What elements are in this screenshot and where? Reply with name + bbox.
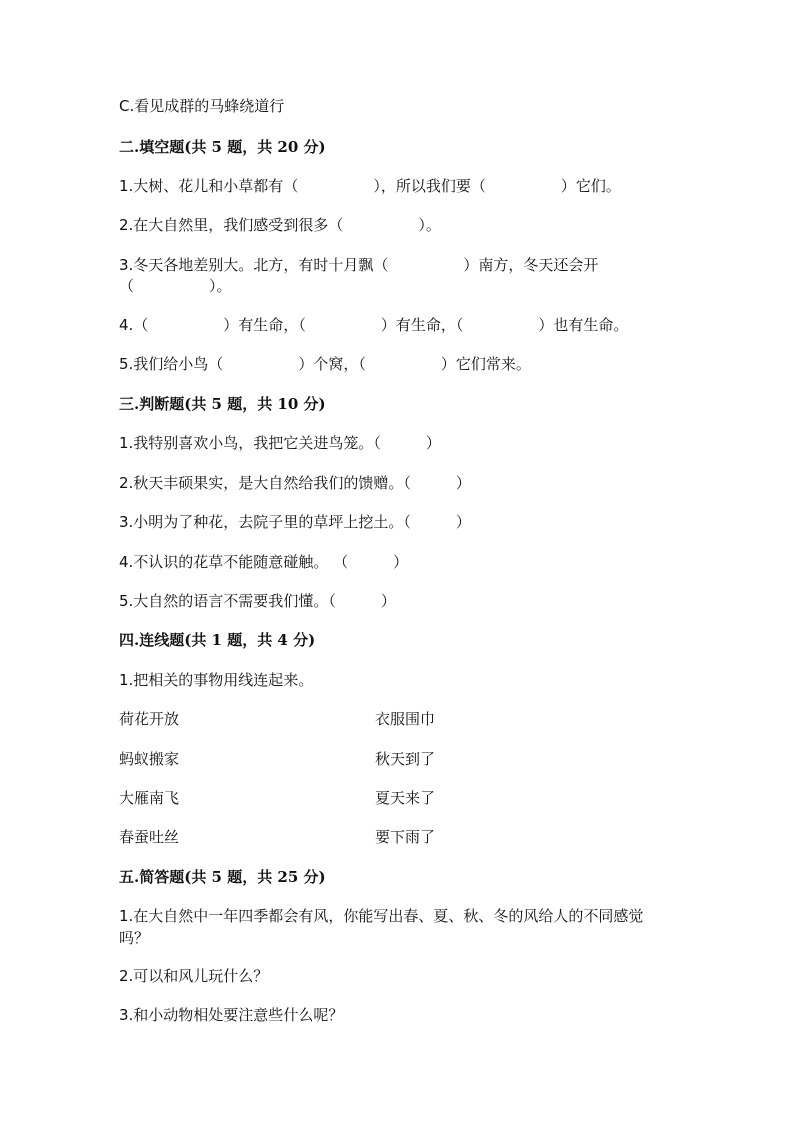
match-left-item: 春蚕吐丝 bbox=[119, 828, 180, 846]
short-answer-question-2: 2.可以和风儿玩什么？ bbox=[119, 967, 269, 985]
judge-question-2: 2.秋天丰硕果实，是大自然给我们的馈赠。（ ） bbox=[119, 474, 471, 492]
match-left-item: 荷花开放 bbox=[119, 710, 180, 728]
judge-question-5: 5.大自然的语言不需要我们懂。（ ） bbox=[119, 592, 396, 610]
section-3-heading: 三.判断题(共 5 题，共 10 分) bbox=[119, 395, 326, 413]
match-right-item: 要下雨了 bbox=[375, 828, 436, 846]
fill-question-3-line-1: 3.冬天各地差别大。北方，有时十月飘（ ）南方，冬天还会开 bbox=[119, 256, 599, 274]
match-right-item: 夏天来了 bbox=[375, 789, 436, 807]
previous-option-c: C.看见成群的马蜂绕道行 bbox=[119, 97, 285, 115]
judge-question-3: 3.小明为了种花，去院子里的草坪上挖土。（ ） bbox=[119, 513, 471, 531]
match-left-item: 蚂蚁搬家 bbox=[119, 750, 180, 768]
judge-question-4: 4.不认识的花草不能随意碰触。 （ ） bbox=[119, 553, 409, 571]
short-answer-question-1: 1.在大自然中一年四季都会有风，你能写出春、夏、秋、冬的风给人的不同感觉吗？ bbox=[119, 907, 644, 947]
fill-question-2: 2.在大自然里，我们感受到很多（ ）。 bbox=[119, 216, 441, 234]
section-2-heading: 二.填空题(共 5 题，共 20 分) bbox=[119, 138, 326, 156]
section-5-heading: 五.简答题(共 5 题，共 25 分) bbox=[119, 868, 326, 886]
match-right-item: 秋天到了 bbox=[375, 750, 436, 768]
judge-question-1: 1.我特别喜欢小鸟，我把它关进鸟笼。（ ） bbox=[119, 434, 441, 452]
fill-question-1: 1.大树、花儿和小草都有（ ），所以我们要（ ）它们。 bbox=[119, 177, 621, 195]
fill-question-4: 4.（ ）有生命，（ ）有生命，（ ）也有生命。 bbox=[119, 316, 629, 334]
match-question-1: 1.把相关的事物用线连起来。 bbox=[119, 671, 314, 689]
match-right-item: 衣服围巾 bbox=[375, 710, 436, 728]
match-left-item: 大雁南飞 bbox=[119, 789, 180, 807]
fill-question-5: 5.我们给小鸟（ ）个窝，（ ）它们常来。 bbox=[119, 355, 531, 373]
short-answer-question-3: 3.和小动物相处要注意些什么呢？ bbox=[119, 1006, 344, 1024]
section-4-heading: 四.连线题(共 1 题，共 4 分) bbox=[119, 631, 316, 649]
fill-question-3-line-2: （ ）。 bbox=[119, 277, 232, 295]
